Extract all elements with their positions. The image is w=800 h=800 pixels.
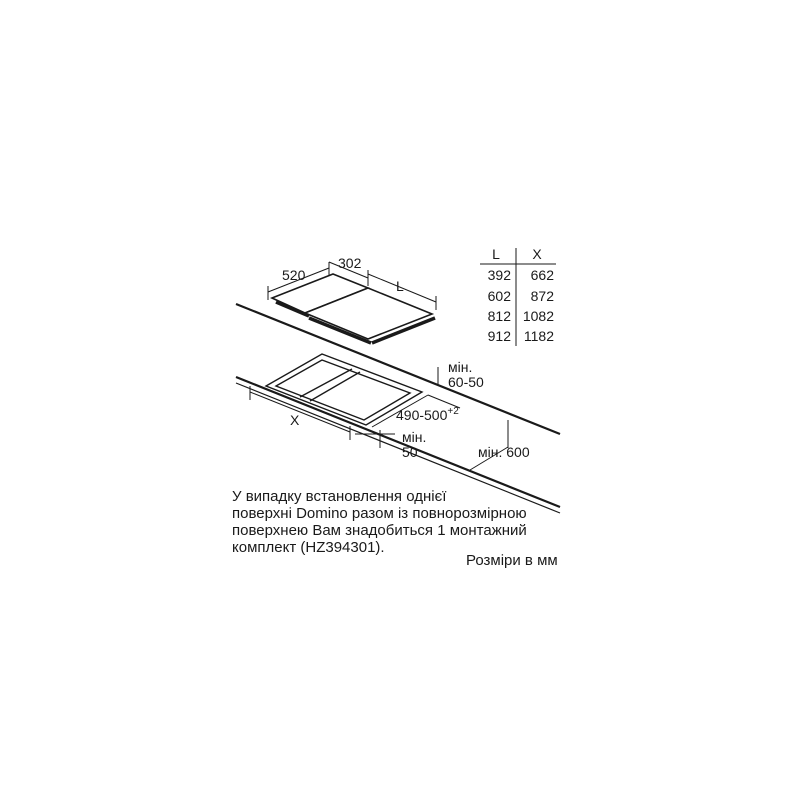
size-table-cell: 1182 bbox=[523, 328, 554, 344]
cutout-x-label: X bbox=[290, 412, 300, 428]
cutout-depth-tolerance: +2 bbox=[447, 406, 459, 417]
min-rear-label-line2: 60-50 bbox=[448, 374, 484, 390]
size-table-cell: 602 bbox=[487, 288, 511, 304]
installation-note-line: комплект (HZ394301). bbox=[232, 539, 385, 556]
installation-note-line: поверхні Domino разом із повнорозмірною bbox=[232, 505, 527, 522]
installation-note-line: поверхнею Вам знадобиться 1 монтажний bbox=[232, 522, 527, 539]
size-table bbox=[480, 246, 556, 346]
size-table-cell: 872 bbox=[530, 288, 554, 304]
cutout-divider bbox=[300, 369, 352, 397]
size-table-cell: 662 bbox=[530, 267, 554, 283]
size-table-header-x: X bbox=[532, 246, 542, 262]
min-edge-label-line1: мін. bbox=[402, 429, 427, 445]
size-table-cell: 1082 bbox=[522, 308, 554, 324]
hob-width-label: 302 bbox=[338, 255, 362, 271]
units-label: Розміри в мм bbox=[466, 552, 558, 569]
installation-note-line: У випадку встановлення однієї bbox=[232, 488, 447, 505]
min-edge-label-line2: 50 bbox=[402, 444, 418, 460]
size-table-cell: 912 bbox=[487, 328, 511, 344]
cutout-divider-2 bbox=[310, 372, 360, 401]
cutout-depth-label bbox=[396, 406, 459, 423]
cutout-depth-value: 490-500 bbox=[396, 407, 448, 423]
hob-depth-label: 520 bbox=[282, 267, 306, 283]
installation-note bbox=[232, 488, 592, 556]
size-table-cell: 812 bbox=[487, 308, 511, 324]
hob-length-label: L bbox=[396, 278, 404, 294]
size-table-cell: 392 bbox=[487, 267, 511, 283]
min-rear-label-line1: мін. bbox=[448, 359, 473, 375]
hob-assembly bbox=[272, 274, 435, 343]
min-cabinet-label: мін. 600 bbox=[478, 444, 530, 460]
size-table-header-l: L bbox=[492, 246, 500, 262]
